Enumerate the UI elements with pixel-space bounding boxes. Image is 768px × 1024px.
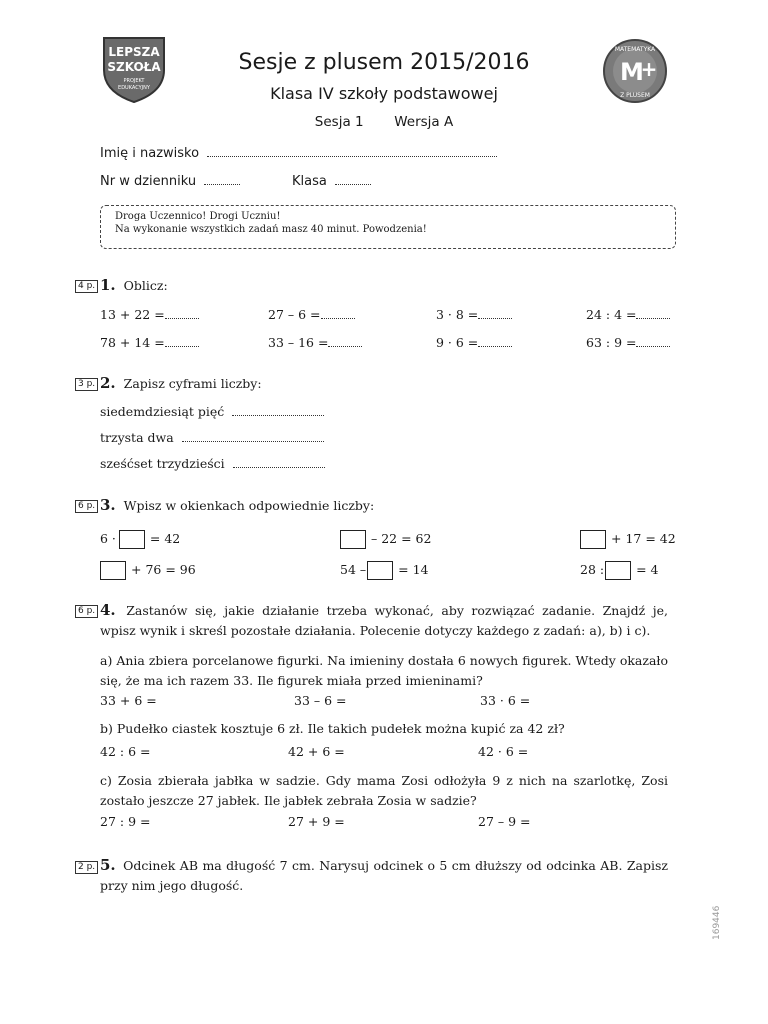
task5-number: 5. bbox=[100, 856, 116, 874]
task5-heading bbox=[100, 855, 668, 896]
task1-expr[interactable]: 9 · 6 = bbox=[436, 335, 512, 350]
task4a-text: a) Ania zbiera porcelanowe figurki. Na imieniny dostała 6 nowych figurek. Wtedy okazało się, że ma ich razem 33. Ile figurek miała przed imieninami? bbox=[100, 653, 668, 688]
task4b-text: b) Pudełko ciastek kosztuje 6 zł. Ile takich pudełek można kupić za 42 zł? bbox=[100, 721, 565, 736]
class-label: Klasa bbox=[292, 174, 327, 189]
page-title: Sesje z plusem 2015/2016 bbox=[238, 50, 530, 75]
task1-expr[interactable]: 63 : 9 = bbox=[586, 335, 670, 350]
side-code: 169446 bbox=[712, 905, 722, 940]
version-label: Wersja A bbox=[394, 114, 454, 130]
task4-points: 6 p. bbox=[75, 605, 98, 618]
svg-text:SZKOŁA: SZKOŁA bbox=[107, 60, 161, 74]
task4-prompt: Zastanów się, jakie działanie trzeba wykonać, aby rozwiązać zadanie. Znajdź je, wpisz wynik i skreśl pozostałe działania. Polecenie dotyczy każdego z zadań: a), b) i c). bbox=[100, 603, 668, 638]
task4c-op[interactable]: 27 – 9 = bbox=[478, 814, 531, 829]
task2-item[interactable]: sześćset trzydzieści bbox=[100, 456, 325, 471]
page-subtitle: Klasa IV szkoły podstawowej bbox=[270, 84, 498, 103]
answer-box[interactable] bbox=[605, 561, 631, 580]
task5-points: 2 p. bbox=[75, 861, 98, 874]
number-blank[interactable] bbox=[204, 184, 240, 185]
task4c-op[interactable]: 27 + 9 = bbox=[288, 814, 345, 829]
instructions-box bbox=[100, 205, 676, 249]
task1-expr[interactable]: 27 – 6 = bbox=[268, 307, 355, 322]
answer-box[interactable] bbox=[119, 530, 145, 549]
instructions-greeting: Droga Uczennico! Drogi Uczniu! bbox=[115, 211, 281, 222]
svg-text:Z PLUSEM: Z PLUSEM bbox=[620, 92, 650, 99]
logo-matematyka-z-plusem bbox=[602, 38, 670, 104]
svg-text:EDUKACYJNY: EDUKACYJNY bbox=[118, 85, 150, 91]
task4a-op[interactable]: 33 – 6 = bbox=[294, 693, 347, 708]
task3-equation: + 17 = 42 bbox=[580, 530, 676, 549]
task5-prompt: Odcinek AB ma długość 7 cm. Narysuj odcinek o 5 cm dłuższy od odcinka AB. Zapisz przy nim jego długość. bbox=[100, 858, 668, 893]
task4-number: 4. bbox=[100, 601, 116, 619]
task2-prompt: Zapisz cyframi liczby: bbox=[123, 376, 262, 391]
task1-number: 1. bbox=[100, 276, 116, 294]
task3-equation: 54 – = 14 bbox=[340, 561, 429, 580]
name-blank[interactable] bbox=[207, 156, 497, 157]
task2-item[interactable]: trzysta dwa bbox=[100, 430, 324, 445]
task4c-text: c) Zosia zbierała jabłka w sadzie. Gdy mama Zosi odłożyła 9 z nich na szarlotkę, Zosi zostało jeszcze 27 jabłek. Ile jabłek zebrała Zosia w sadzie? bbox=[100, 773, 668, 808]
number-label: Nr w dzienniku bbox=[100, 174, 197, 189]
name-field[interactable] bbox=[100, 146, 497, 161]
task3-number: 3. bbox=[100, 496, 116, 514]
class-field[interactable] bbox=[292, 174, 371, 189]
number-field[interactable] bbox=[100, 174, 240, 189]
svg-text:LEPSZA: LEPSZA bbox=[108, 45, 160, 59]
answer-box[interactable] bbox=[367, 561, 393, 580]
task2-points: 3 p. bbox=[75, 378, 98, 391]
task3-equation: – 22 = 62 bbox=[340, 530, 431, 549]
task4b-op[interactable]: 42 · 6 = bbox=[478, 744, 529, 759]
task1-expr[interactable]: 24 : 4 = bbox=[586, 307, 670, 322]
task2-number: 2. bbox=[100, 374, 116, 392]
task3-equation: + 76 = 96 bbox=[100, 561, 196, 580]
answer-box[interactable] bbox=[100, 561, 126, 580]
task3-prompt: Wpisz w okienkach odpowiednie liczby: bbox=[123, 498, 375, 513]
task2-heading bbox=[100, 374, 262, 392]
svg-text:M: M bbox=[620, 58, 644, 86]
task4b-op[interactable]: 42 : 6 = bbox=[100, 744, 151, 759]
answer-box[interactable] bbox=[340, 530, 366, 549]
task1-expr[interactable]: 78 + 14 = bbox=[100, 335, 199, 350]
svg-text:+: + bbox=[640, 57, 658, 81]
task1-points: 4 p. bbox=[75, 280, 98, 293]
session-line bbox=[0, 114, 768, 130]
task3-points: 6 p. bbox=[75, 500, 98, 513]
instructions-time: Na wykonanie wszystkich zadań masz 40 minut. Powodzenia! bbox=[115, 224, 427, 235]
task2-item[interactable]: siedemdziesiąt pięć bbox=[100, 404, 324, 419]
task4a-op[interactable]: 33 + 6 = bbox=[100, 693, 157, 708]
task4a-op[interactable]: 33 · 6 = bbox=[480, 693, 531, 708]
task1-prompt: Oblicz: bbox=[123, 278, 168, 293]
task1-heading bbox=[100, 276, 168, 294]
task1-expr[interactable]: 13 + 22 = bbox=[100, 307, 199, 322]
task3-equation: 6 · = 42 bbox=[100, 530, 180, 549]
task4b-op[interactable]: 42 + 6 = bbox=[288, 744, 345, 759]
svg-text:PROJEKT: PROJEKT bbox=[123, 78, 145, 84]
task3-heading bbox=[100, 496, 374, 514]
task3-equation: 28 : = 4 bbox=[580, 561, 659, 580]
task4-heading bbox=[100, 600, 668, 641]
svg-text:MATEMATYKA: MATEMATYKA bbox=[614, 46, 656, 53]
task1-expr[interactable]: 3 · 8 = bbox=[436, 307, 512, 322]
session-label: Sesja 1 bbox=[314, 114, 364, 130]
class-blank[interactable] bbox=[335, 184, 371, 185]
task4c-op[interactable]: 27 : 9 = bbox=[100, 814, 151, 829]
name-label: Imię i nazwisko bbox=[100, 146, 200, 161]
answer-box[interactable] bbox=[580, 530, 606, 549]
task1-expr[interactable]: 33 – 16 = bbox=[268, 335, 362, 350]
